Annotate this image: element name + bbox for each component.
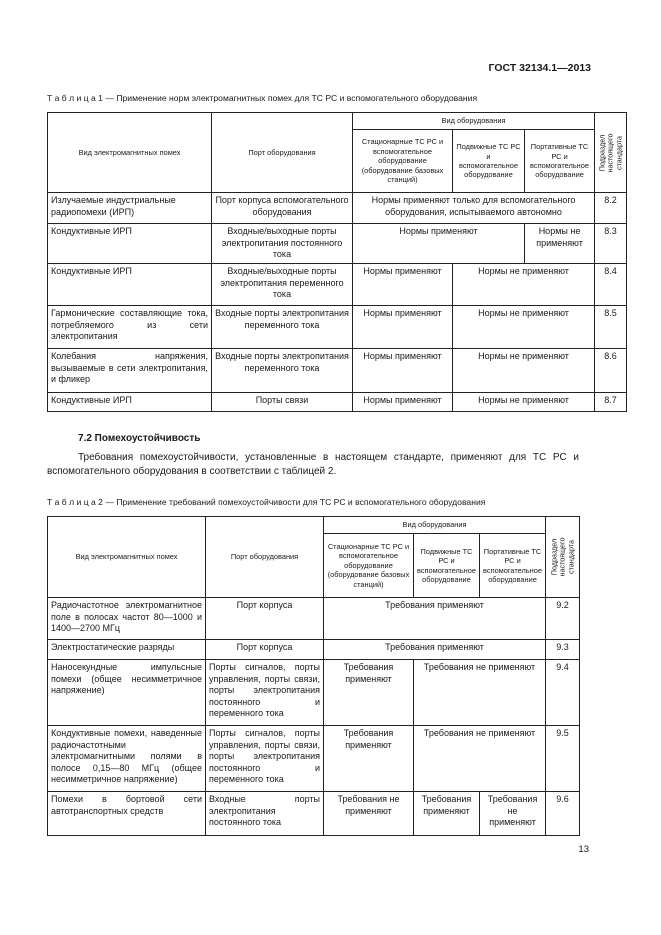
t1-cell-section: 8.5: [595, 306, 627, 349]
table-row: [48, 640, 580, 660]
t1-cell-type: Колебания напряжения, вызываемые в сети электропитания, и фликер: [48, 349, 212, 393]
standard-number: ГОСТ 32134.1—2013: [488, 62, 591, 74]
t2-head-port: Порт оборудования: [206, 517, 324, 598]
t1-cell-port: Порты связи: [212, 393, 353, 412]
t2-head-group: Вид оборудования: [324, 517, 546, 534]
t2-cell-type: Помехи в бортовой сети автотранспортных средств: [48, 792, 206, 836]
table-row: [48, 264, 627, 306]
t1-head-type: Вид электромагнитных помех: [48, 113, 212, 193]
t2-cell-stationary: Требования применяют: [324, 660, 414, 726]
t1-cell-section: 8.4: [595, 264, 627, 306]
t1-head-section: Подраздел настоящего стандарта: [595, 113, 627, 193]
t1-cell-type: Кондуктивные ИРП: [48, 264, 212, 306]
t1-cell-port: Входные порты электропитания переменного тока: [212, 306, 353, 349]
t2-cell-stationary: Требования не применяют: [324, 792, 414, 836]
table2: [47, 516, 580, 836]
t1-cell-stationary: Нормы применяют: [353, 393, 453, 412]
t2-cell-port: Порты сигналов, порты управления, порты связи, порты электропитания постоянного и переменного тока: [206, 726, 324, 792]
t1-cell-port: Входные/выходные порты электропитания постоянного тока: [212, 224, 353, 264]
table-row: [48, 393, 627, 412]
t2-cell-section: 9.5: [546, 726, 580, 792]
t1-head-stationary: Стационарные ТС РС и вспомогательное оборудование (оборудование базовых станций): [353, 130, 453, 193]
t1-cell-merged: Нормы не применяют: [453, 306, 595, 349]
t2-cell-port: Порт корпуса: [206, 640, 324, 660]
t1-cell-port: Входные/выходные порты электропитания переменного тока: [212, 264, 353, 306]
t1-cell-section: 8.3: [595, 224, 627, 264]
table-row: [48, 792, 580, 836]
t1-head-mobile: Подвижные ТС РС и вспомогательное оборудование: [453, 130, 525, 193]
t2-cell-section: 9.2: [546, 598, 580, 640]
t2-cell-port: Порт корпуса: [206, 598, 324, 640]
t2-cell-portable: Требования не применяют: [480, 792, 546, 836]
t1-cell-type: Излучаемые индустриальные радиопомехи (ИРП): [48, 193, 212, 224]
table-row: [48, 306, 627, 349]
t1-cell-stationary: Нормы применяют: [353, 306, 453, 349]
table-row: [48, 349, 627, 393]
t1-cell-section: 8.6: [595, 349, 627, 393]
table-row: [48, 726, 580, 792]
t2-cell-type: Наносекундные импульсные помехи (общее несимметричное напряжение): [48, 660, 206, 726]
t2-cell-section: 9.3: [546, 640, 580, 660]
t2-cell-type: Кондуктивные помехи, наведенные радиочастотными электромагнитными полями в полосе 0,15—80 МГц (общее несимметричное напряжение): [48, 726, 206, 792]
t1-cell-merged: Нормы не применяют: [453, 264, 595, 306]
t2-cell-stationary: Требования применяют: [324, 726, 414, 792]
t2-cell-type: Радиочастотное электромагнитное поле в полосах частот 80—1000 и 1400—2700 МГц: [48, 598, 206, 640]
t1-cell-type: Гармонические составляющие тока, потребляемого из сети электропитания: [48, 306, 212, 349]
t2-cell-merged: Требования применяют: [324, 640, 546, 660]
t1-cell-port: Входные порты электропитания переменного тока: [212, 349, 353, 393]
t1-cell-section: 8.7: [595, 393, 627, 412]
table-row: [48, 660, 580, 726]
table1: [47, 112, 627, 412]
t2-cell-merged: Требования применяют: [324, 598, 546, 640]
t1-cell-merged: Нормы не применяют: [453, 393, 595, 412]
t2-cell-port: Входные порты электропитания постоянного тока: [206, 792, 324, 836]
t2-head-type: Вид электромагнитных помех: [48, 517, 206, 598]
t2-cell-port: Порты сигналов, порты управления, порты связи, порты электропитания постоянного и переменного тока: [206, 660, 324, 726]
t2-cell-section: 9.6: [546, 792, 580, 836]
t1-cell-merged: Нормы не применяют: [453, 349, 595, 393]
t1-head-portable: Портативные ТС РС и вспомогательное оборудование: [525, 130, 595, 193]
t1-cell-stationary: Нормы применяют: [353, 349, 453, 393]
section-paragraph: Требования помехоустойчивости, установленные в настоящем стандарте, применяют для ТС РС и вспомогательного оборудования в соответствии с таблицей 2.: [47, 452, 579, 477]
table-row: [48, 193, 627, 224]
section-title: 7.2 Помехоустойчивость: [78, 433, 201, 444]
t1-cell-merged: Нормы применяют только для вспомогательного оборудования, испытываемого автономно: [353, 193, 595, 224]
table-row: [48, 224, 627, 264]
t2-cell-type: Электростатические разряды: [48, 640, 206, 660]
t1-cell-portable: Нормы не применяют: [525, 224, 595, 264]
t2-head-mobile: Подвижные ТС РС и вспомогательное оборудование: [414, 534, 480, 598]
t1-cell-type: Кондуктивные ИРП: [48, 393, 212, 412]
t2-cell-merged: Требования не применяют: [414, 726, 546, 792]
t2-head-section: Подраздел настоящего стандарта: [546, 517, 580, 598]
table1-caption: Т а б л и ц а 1 — Применение норм электромагнитных помех для ТС РС и вспомогательного оборудования: [47, 93, 478, 103]
t1-cell-type: Кондуктивные ИРП: [48, 224, 212, 264]
t1-cell-merged: Нормы применяют: [353, 224, 525, 264]
t2-cell-section: 9.4: [546, 660, 580, 726]
table-row: [48, 598, 580, 640]
t1-cell-stationary: Нормы применяют: [353, 264, 453, 306]
t1-head-port: Порт оборудования: [212, 113, 353, 193]
t1-head-group: Вид оборудования: [353, 113, 595, 130]
t2-cell-merged: Требования не применяют: [414, 660, 546, 726]
table2-caption: Т а б л и ц а 2 — Применение требований помехоустойчивости для ТС РС и вспомогательного оборудования: [47, 497, 486, 507]
t2-cell-mobile: Требования применяют: [414, 792, 480, 836]
t1-cell-section: 8.2: [595, 193, 627, 224]
t2-head-portable: Портативные ТС РС и вспомогательное оборудование: [480, 534, 546, 598]
page-number: 13: [578, 844, 589, 855]
t1-cell-port: Порт корпуса вспомогательного оборудования: [212, 193, 353, 224]
t2-head-stationary: Стационарные ТС РС и вспомогательное оборудование (оборудование базовых станций): [324, 534, 414, 598]
